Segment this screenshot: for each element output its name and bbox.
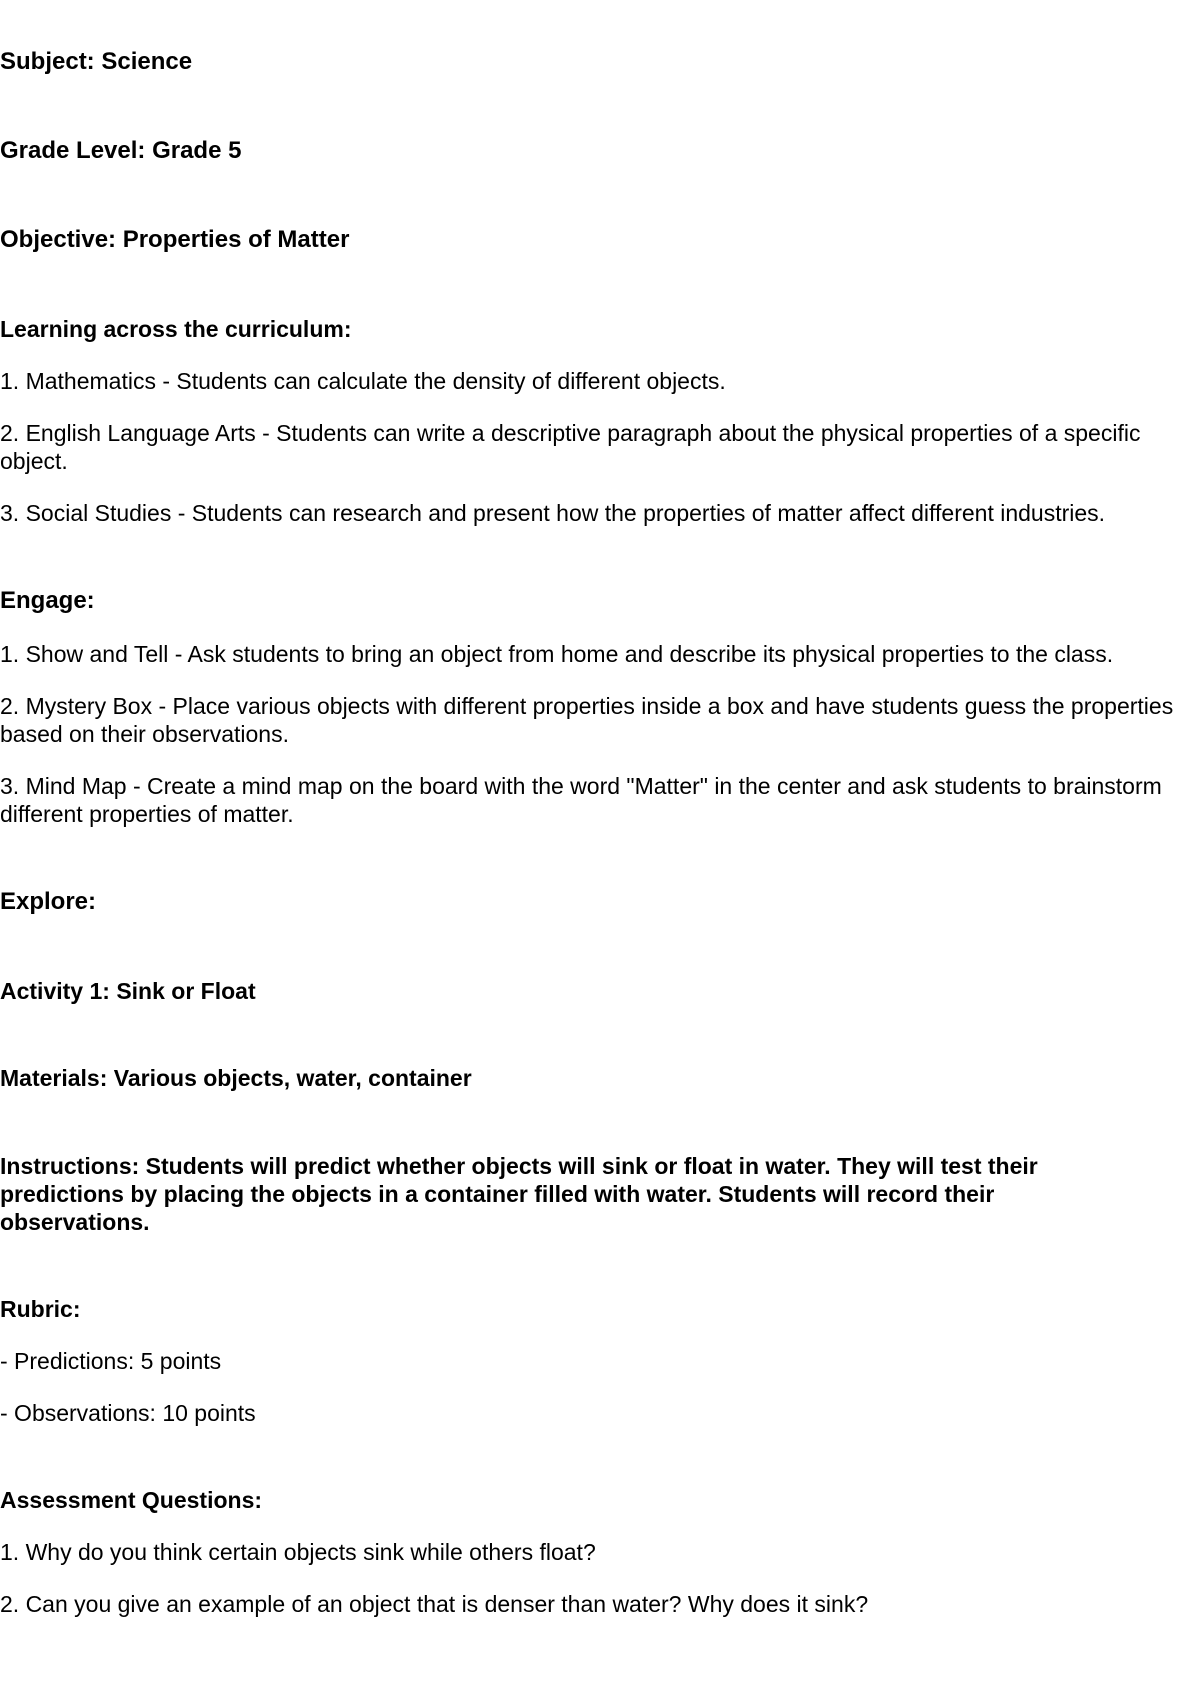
learning-heading: Learning across the curriculum:	[0, 316, 352, 342]
rubric-heading: Rubric:	[0, 1296, 81, 1322]
assessment-question: 2. Can you give an example of an object that is denser than water? Why does it sink?	[0, 1591, 869, 1617]
rubric-item: - Predictions: 5 points	[0, 1348, 222, 1374]
learning-item: 3. Social Studies - Students can research and present how the properties of matter affect different industries.	[0, 500, 1106, 526]
objective-heading: Objective: Properties of Matter	[0, 226, 350, 253]
learning-item: 1. Mathematics - Students can calculate the density of different objects.	[0, 368, 726, 394]
engage-heading: Engage:	[0, 587, 95, 614]
engage-item: 3. Mind Map - Create a mind map on the board with the word "Matter" in the center and ask students to brainstorm different properties of matter.	[0, 773, 1162, 827]
materials-line: Materials: Various objects, water, container	[0, 1065, 472, 1091]
engage-item: 1. Show and Tell - Ask students to bring an object from home and describe its physical properties to the class.	[0, 641, 1114, 667]
explore-heading: Explore:	[0, 888, 97, 915]
rubric-item: - Observations: 10 points	[0, 1400, 256, 1426]
grade-level-heading: Grade Level: Grade 5	[0, 137, 242, 164]
activity-title: Activity 1: Sink or Float	[0, 978, 256, 1004]
engage-item: 2. Mystery Box - Place various objects with different properties inside a box and have students guess the properties based on their observations.	[0, 693, 1174, 747]
instructions-paragraph: Instructions: Students will predict whether objects will sink or float in water. They will test their predictions by placing the objects in a container filled with water. Students will record their observations.	[0, 1153, 1038, 1235]
assessment-heading: Assessment Questions:	[0, 1487, 263, 1513]
assessment-question: 1. Why do you think certain objects sink while others float?	[0, 1539, 596, 1565]
subject-heading: Subject: Science	[0, 48, 193, 75]
learning-item: 2. English Language Arts - Students can write a descriptive paragraph about the physical properties of a specific object.	[0, 420, 1141, 474]
